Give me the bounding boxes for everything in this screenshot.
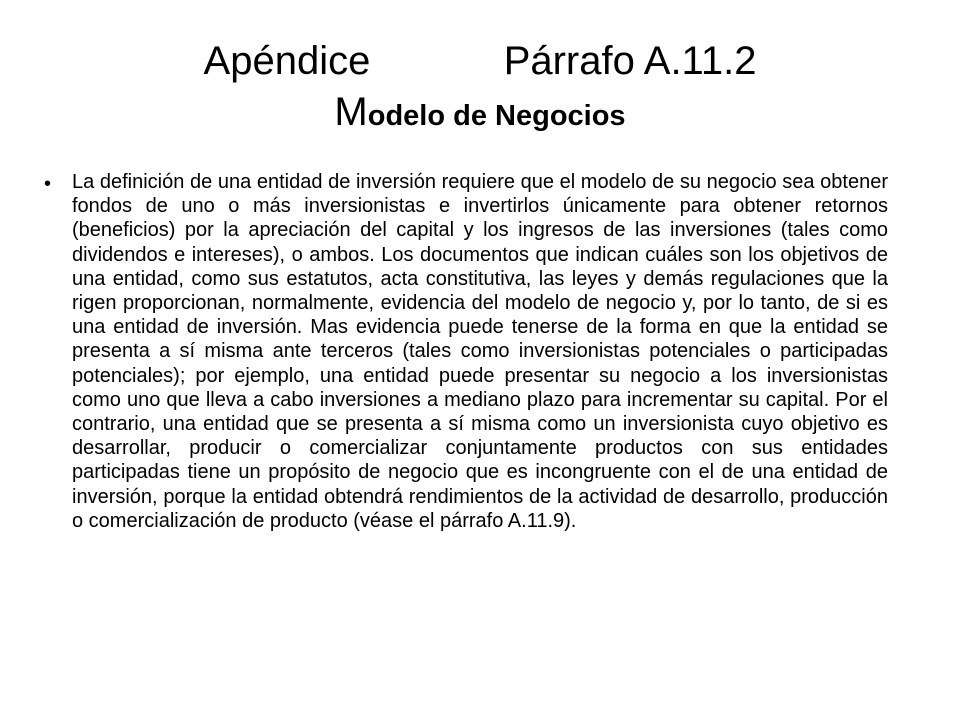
bullet-icon: • <box>44 173 52 195</box>
slide-subtitle <box>0 86 960 142</box>
subtitle-text: odelo de Negocios <box>367 100 626 132</box>
title-appendix: Apéndice <box>203 39 371 83</box>
slide-title <box>0 36 960 142</box>
slide-body <box>44 170 888 533</box>
title-paragraph-ref: Párrafo A.11.2 <box>503 39 757 83</box>
title-line <box>0 36 960 86</box>
bullet-item <box>44 170 888 533</box>
subtitle-initial: M <box>334 90 368 134</box>
bullet-paragraph: La definición de una entidad de inversión requiere que el modelo de su negocio sea obtener fondos de uno o más inversionistas e invertirlos únicamente para obtener retornos (beneficios) por la apreciación del capital y los ingresos de las inversiones (tales como dividendos e intereses), o ambos. Los documentos que indican cuáles son los objetivos de una entidad, como sus estatutos, acta constitutiva, las leyes y demás regulaciones que la rigen proporcionan, normalmente, evidencia del modelo de negocio y, por lo tanto, de si es una entidad de inversión. Mas evidencia puede tenerse de la forma en que la entidad se presenta a sí misma ante terceros (tales como inversionistas potenciales o participadas potenciales); por ejemplo, una entidad puede presentar su negocio a los inversionistas como uno que lleva a cabo inversiones a mediano plazo para incrementar su capital. Por el contrario, una entidad que se presenta a sí misma como un inversionista cuyo objetivo es desarrollar, producir o comercializar conjuntamente productos con sus entidades participadas tiene un propósito de negocio que es incongruente con el de una entidad de inversión, porque la entidad obtendrá rendimientos de la actividad de desarrollo, producción o comercialización de producto (véase el párrafo A.11.9). <box>72 171 888 532</box>
